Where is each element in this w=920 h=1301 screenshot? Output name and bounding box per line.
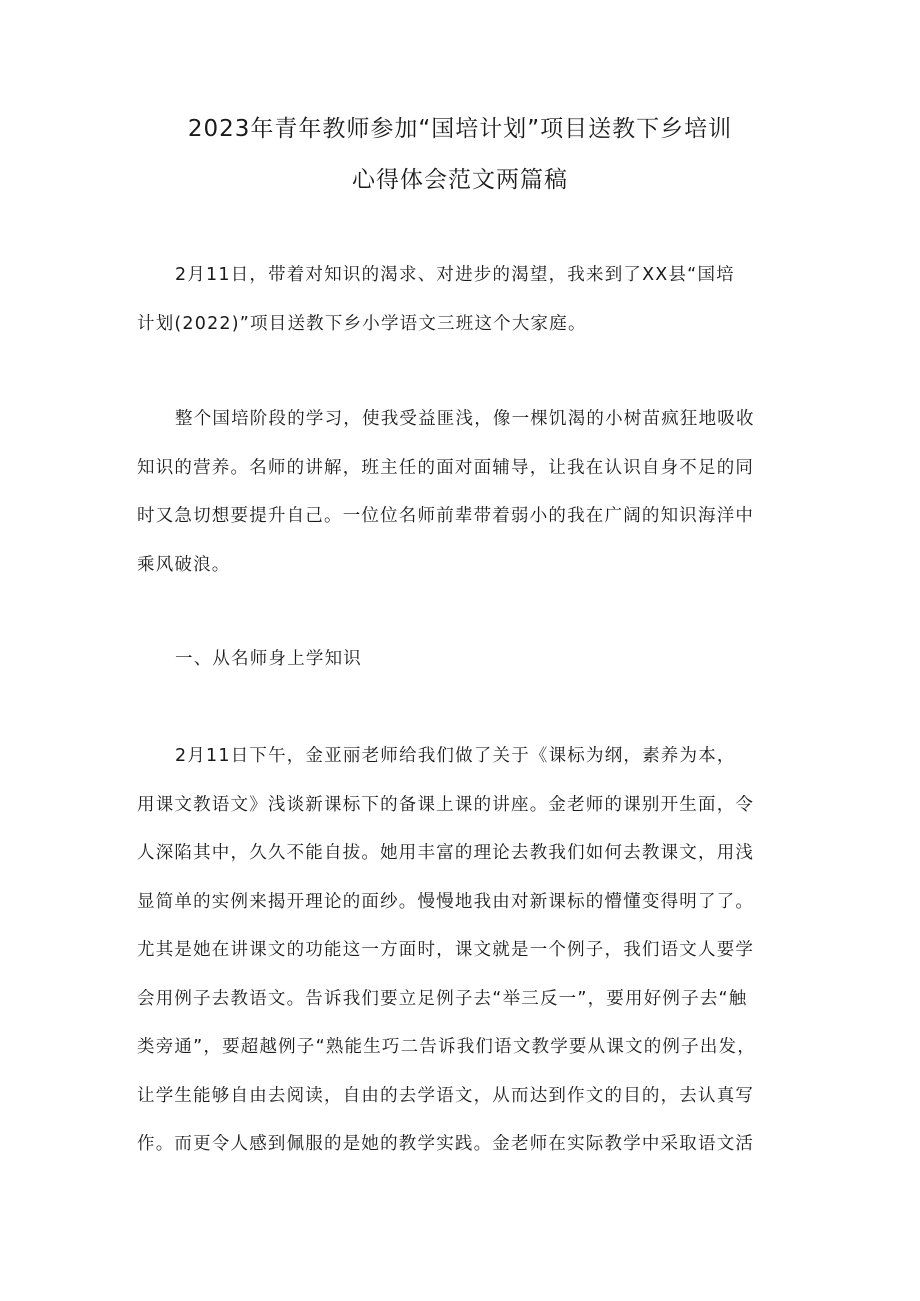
document-title	[120, 104, 800, 206]
title-line-1: 2023年青年教师参加“国培计划”项目送教下乡培训	[187, 116, 733, 142]
paragraph-intro	[137, 251, 797, 348]
text-line: 尤其是她在讲课文的功能这一方面时，课文就是一个例子，我们语文人要学	[137, 940, 755, 960]
paragraph-lecture	[137, 732, 797, 1169]
paragraph-overview	[137, 395, 797, 589]
text-line: 整个国培阶段的学习，使我受益匪浅，像一棵饥渴的小树苗疯狂地吸收	[175, 409, 755, 429]
text-line: 2月11日，带着对知识的渴求、对进步的渴望，我来到了XX县“国培	[175, 265, 735, 285]
text-line: 作。而更令人感到佩服的是她的教学实践。金老师在实际教学中采取语文活	[137, 1134, 755, 1154]
text-line: 2月11日下午，金亚丽老师给我们做了关于《课标为纲，素养为本，	[175, 746, 736, 766]
text-line: 显简单的实例来揭开理论的面纱。慢慢地我由对新课标的懵懂变得明了了。	[137, 891, 755, 912]
section-heading	[137, 635, 797, 684]
text-line: 人深陷其中，久久不能自拔。她用丰富的理论去教我们如何去教课文，用浅	[137, 843, 755, 863]
text-line: 乘风破浪。	[137, 554, 231, 575]
text-line: 计划(2022)”项目送教下乡小学语文三班这个大家庭。	[137, 313, 587, 334]
text-line: 会用例子去教语文。告诉我们要立足例子去“举三反一”，要用好例子去“触	[137, 988, 748, 1009]
text-line: 用课文教语文》浅谈新课标下的备课上课的讲座。金老师的课别开生面，令	[137, 794, 755, 815]
text-line: 知识的营养。名师的讲解，班主任的面对面辅导，让我在认识自身不足的同	[137, 457, 755, 478]
text-line: 一、从名师身上学知识	[175, 649, 362, 669]
text-line: 让学生能够自由去阅读，自由的去学语文，从而达到作文的目的，去认真写	[137, 1085, 755, 1106]
text-line: 类旁通”，要超越例子“熟能生巧二告诉我们语文教学要从课文的例子出发，	[137, 1037, 756, 1057]
title-line-2: 心得体会范文两篇稿	[352, 167, 568, 193]
text-line: 时又急切想要提升自己。一位位名师前辈带着弱小的我在广阔的知识海洋中	[137, 506, 755, 526]
